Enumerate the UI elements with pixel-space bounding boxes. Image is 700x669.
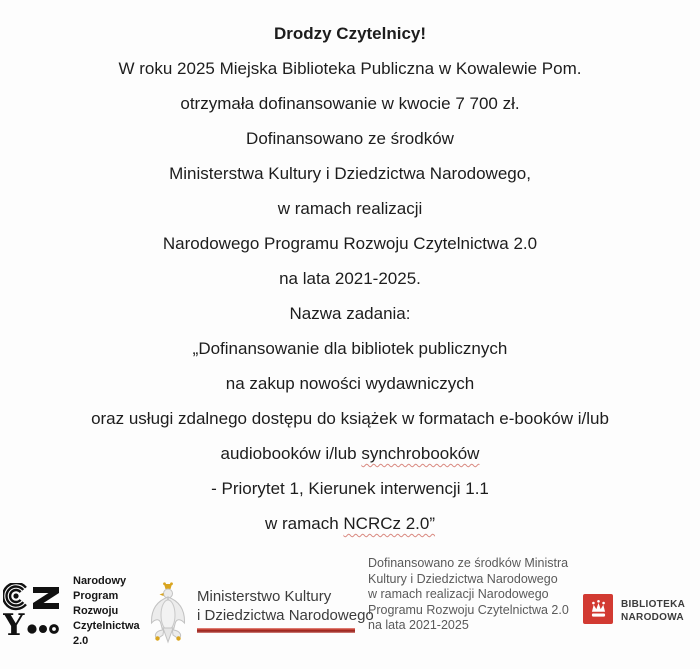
text-line: Narodowego Programu Rozwoju Czytelnictwa 2.0 [162,234,538,253]
funding-note [368,556,569,634]
national-library-crown-icon [583,594,613,624]
text-line: - Priorytet 1, Kierunek interwencji 1.1 [211,479,489,498]
announcement-body [0,16,700,541]
text-line: oraz usługi zdalnego dostępu do książek w formatach e-booków i/lub [91,409,609,428]
text-line: „Dofinansowanie dla bibliotek publicznych [192,339,508,358]
ministry-line: Ministerstwo Kultury [197,588,332,605]
polish-eagle-icon [148,581,188,650]
funding-note-line: na lata 2021-2025 [368,618,469,632]
text-line: otrzymała dofinansowanie w kwocie 7 700 zł. [180,94,520,113]
text-line [0,506,700,541]
nprcz-word: Narodowy [73,575,127,587]
announcement-title: Drodzy Czytelnicy! [273,24,427,43]
text-line: Nazwa zadania: [289,304,411,323]
nprcz-word: Program [73,590,119,602]
nprcz-word: Rozwoju [73,605,119,617]
text-line: W roku 2025 Miejska Biblioteka Publiczna w Kowalewie Pom. [118,59,582,78]
text-line: Dofinansowano ze środków [246,129,454,148]
national-library-line: NARODOWA [621,611,684,623]
text-line [0,436,700,471]
funding-note-line: w ramach realizacji Narodowego [368,587,549,601]
nprcz-wordmark [73,574,140,649]
nprcz-logo-icon [3,583,61,644]
text-line: na zakup nowości wydawniczych [225,374,475,393]
national-library-line: BIBLIOTEKA [621,599,686,610]
nprcz-word: 2.0 [73,635,89,647]
national-library-wordmark [621,599,685,624]
nprcz-word: Czytelnictwa [73,620,140,632]
text-line: w ramach realizacji [277,199,423,218]
ministry-line: i Dziedzictwa Narodowego [197,607,374,624]
ministry-wordmark [197,587,374,625]
text-segment: w ramach [264,514,344,533]
svg-text:Y: Y [3,608,25,639]
ministry-red-rule [197,628,355,633]
text-segment: audiobooków i/lub [220,444,362,463]
spellcheck-flagged-word: synchrobooków [361,444,480,463]
text-line: na lata 2021-2025. [279,269,421,288]
funding-note-line: Dofinansowano ze środków Ministra [368,556,569,570]
spellcheck-flagged-word: NCRCz 2.0” [343,514,436,533]
funding-note-line: Programu Rozwoju Czytelnictwa 2.0 [368,602,569,617]
funding-note-line: Kultury i Dziedzictwa Narodowego [368,571,558,586]
text-line: Ministerstwa Kultury i Dziedzictwa Narodowego, [169,164,531,183]
